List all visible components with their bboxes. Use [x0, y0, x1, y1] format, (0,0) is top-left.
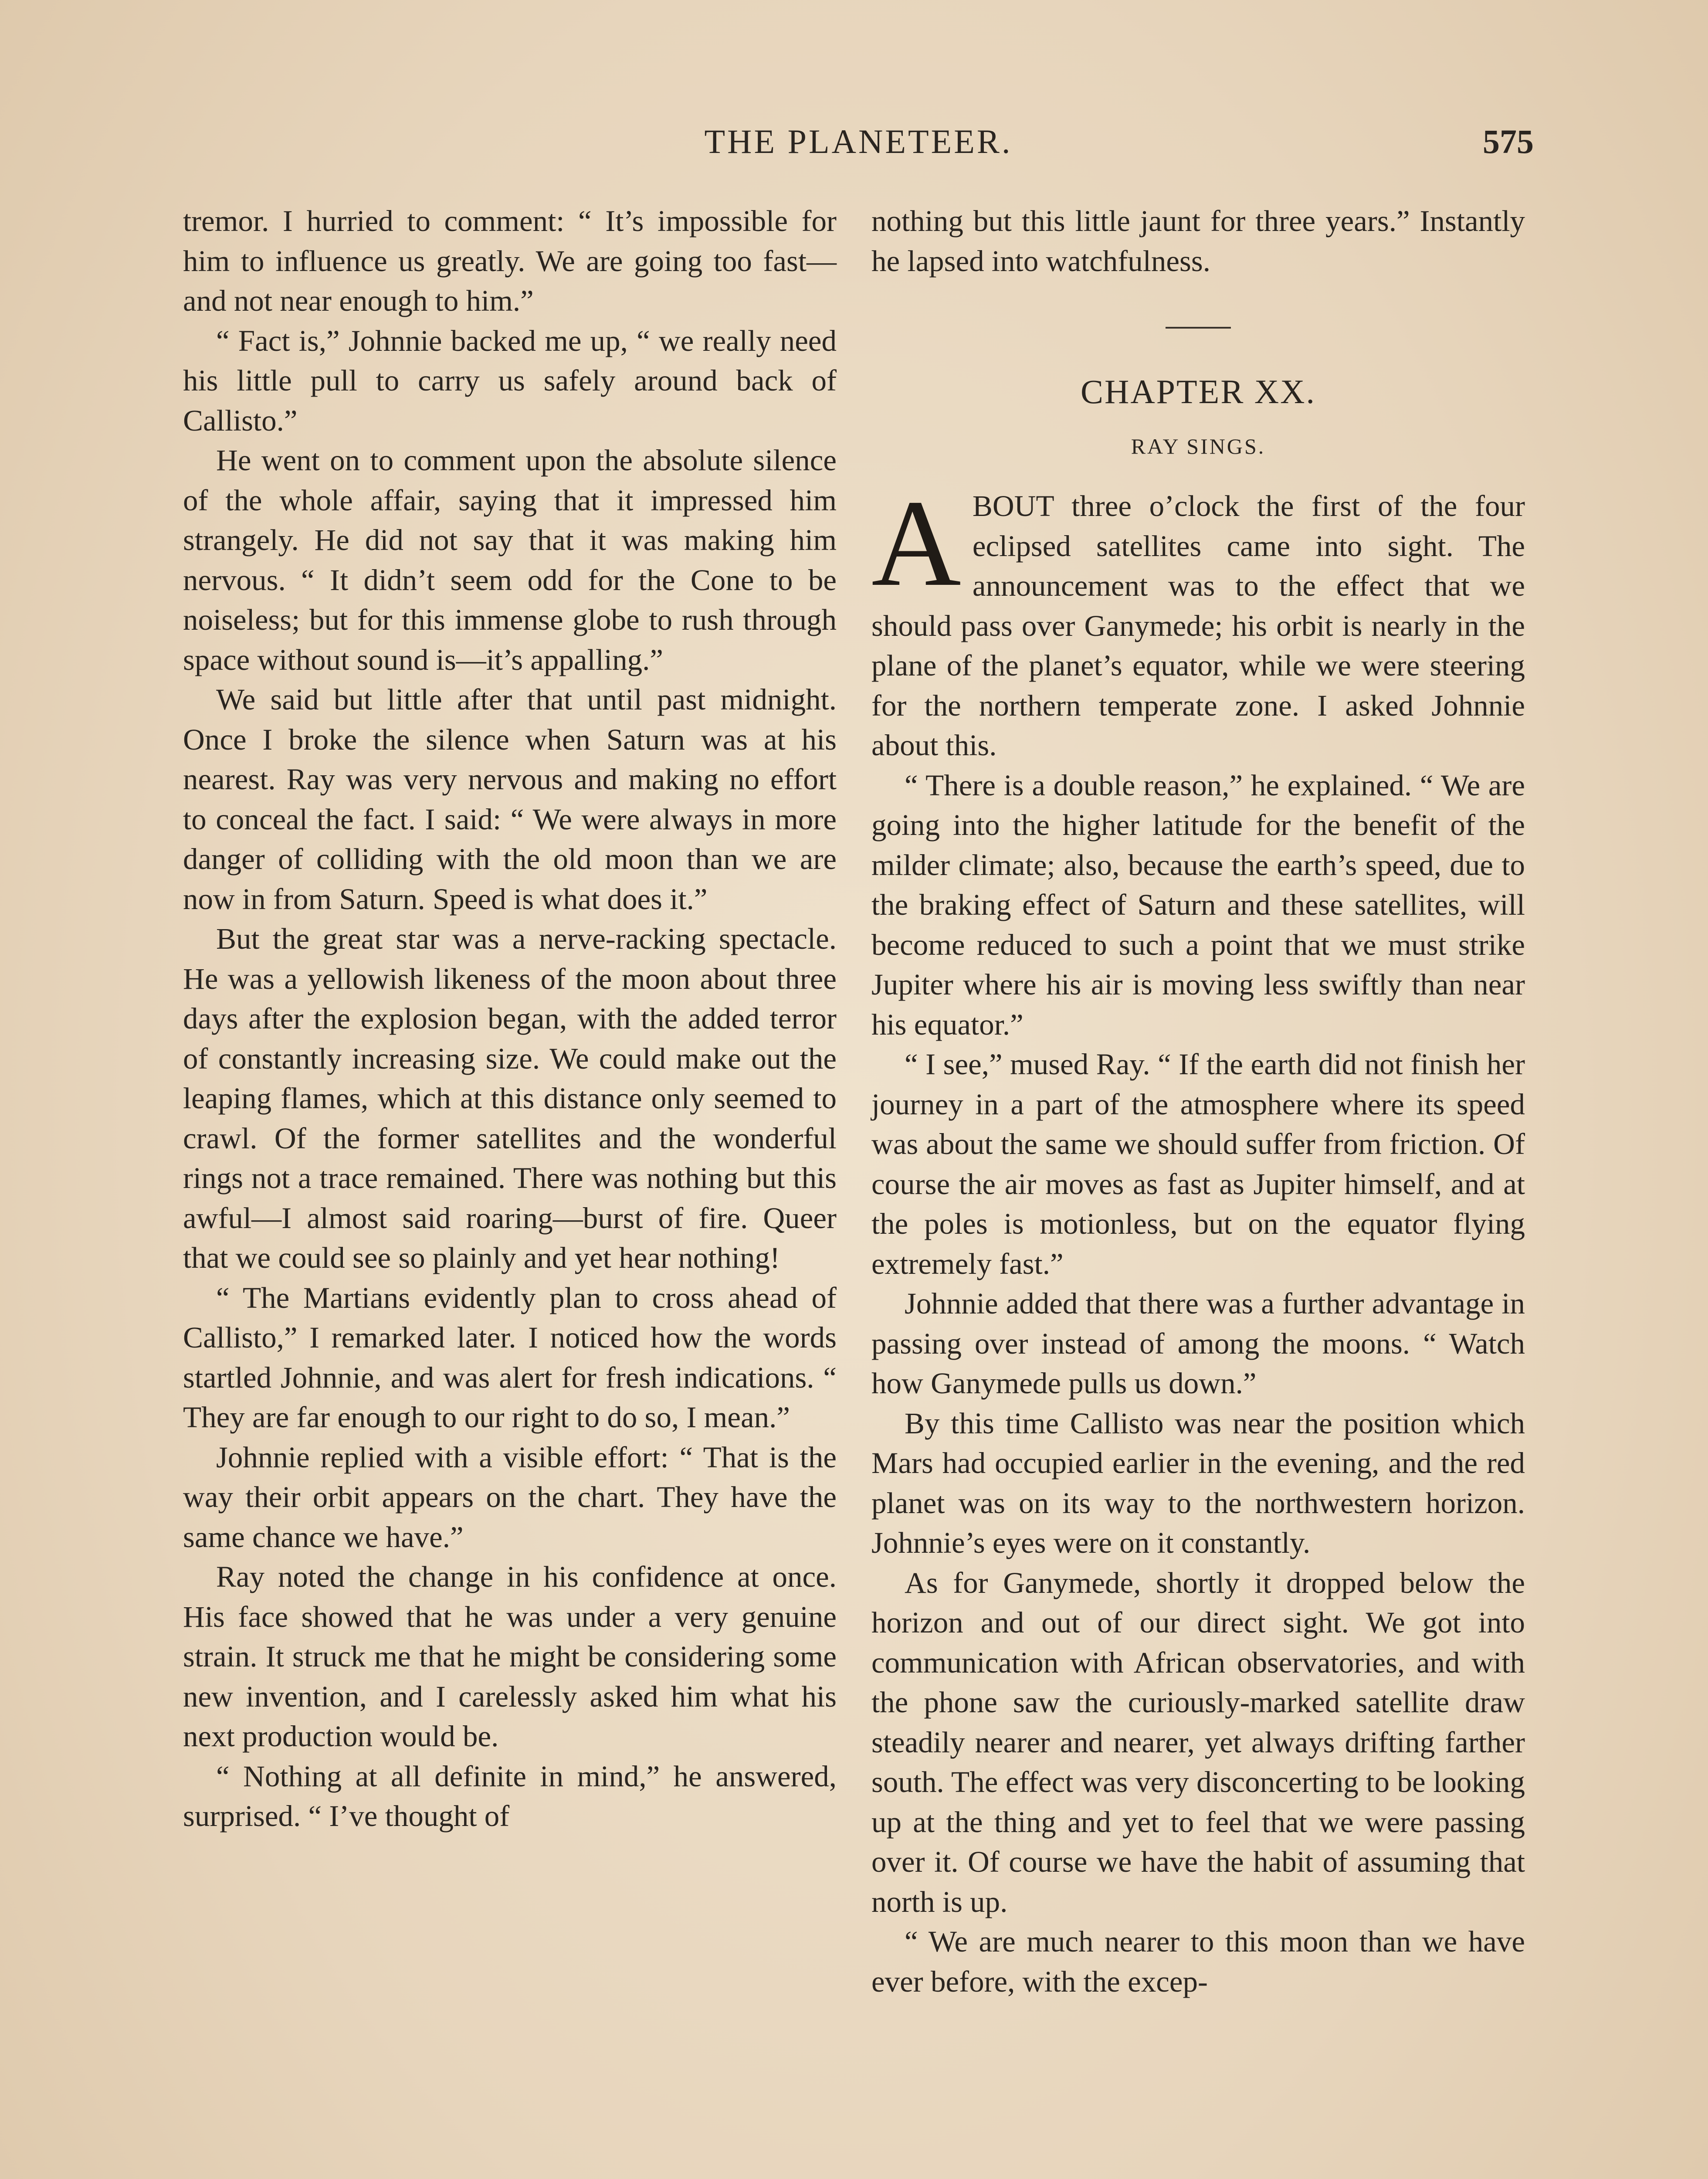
paragraph: “ Fact is,” Johnnie backed me up, “ we really need his little pull to carry us safely around back of Callisto.”	[183, 324, 837, 437]
paragraph: But the great star was a nerve-racking spectacle. He was a yellowish likeness of the moon about three days after the explosion began, with the added terror of constantly increasing size. We could make out the leaping flames, which at this distance only seemed to crawl. Of the former satellites and the wonderful rings not a trace remained. There was nothing but this awful—I almost said roaring—burst of fire. Queer that we could see so plainly and yet hear nothing!	[183, 922, 837, 1274]
paragraph: Ray noted the change in his confidence at once. His face showed that he was under a very genuine strain. It struck me that he might be considering some new invention, and I carelessly asked him what his next production would be.	[183, 1560, 837, 1753]
paragraph: “ Nothing at all definite in mind,” he answered, surprised. “ I’ve thought of	[183, 1759, 837, 1833]
drop-cap: A	[871, 474, 961, 612]
section-divider	[1166, 327, 1231, 329]
paragraph: As for Ganymede, shortly it dropped below the horizon and out of our direct sight. We got into communication with African observatories, and with the phone saw the curiously-marked satellite draw steadily nearer and nearer, yet always drifting farther south. The effect was very disconcerting to be looking up at the thing and yet to feel that we were passing over it. Of course we have the habit of assuming that north is up.	[871, 1566, 1525, 1918]
chapter-opening-paragraph	[871, 474, 1525, 766]
paragraph: Johnnie added that there was a further advantage in passing over instead of among the moons. “ Watch how Ganymede pulls us down.”	[871, 1287, 1525, 1400]
paragraph: “ We are much nearer to this moon than we have ever before, with the excep-	[871, 1925, 1525, 1998]
paragraph: We said but little after that until past midnight. Once I broke the silence when Saturn was at his nearest. Ray was very nervous and making no effort to conceal the fact. I said: “ We were always in more danger of colliding with the old moon than we are now in from Saturn. Speed is what does it.”	[183, 683, 837, 916]
paragraph: “ I see,” mused Ray. “ If the earth did not finish her journey in a part of the atmosphere where its speed was about the same we should suffer from friction. Of course the air moves as fast as Jupiter himself, and at the poles is motionless, but on the equator flying extremely fast.”	[871, 1048, 1525, 1280]
paragraph-text: BOUT three o’clock the first of the four eclipsed satellites came into sight. The announcement was to the effect that we should pass over Ganymede; his orbit is nearly in the plane of the planet’s equator, while we were steering for the northern temperate zone. I asked Johnnie about this.	[871, 489, 1525, 762]
paragraph: “ The Martians evidently plan to cross ahead of Callisto,” I remarked later. I noticed how the words startled Johnnie, and was alert for fresh indications. “ They are far enough to our right to do so, I mean.”	[183, 1281, 837, 1434]
page-header	[183, 122, 1534, 174]
paragraph: He went on to comment upon the absolute silence of the whole affair, saying that it impressed him strangely. He did not say that it was making him nervous. “ It didn’t seem odd for the Cone to be noiseless; but for this immense globe to rush through space without sound is—it’s appalling.”	[183, 444, 837, 676]
paragraph: Johnnie replied with a visible effort: “ That is the way their orbit appears on the chart. They have the same chance we have.”	[183, 1440, 837, 1554]
chapter-subtitle: RAY SINGS.	[1131, 434, 1266, 458]
chapter-title: CHAPTER XX.	[1080, 373, 1316, 411]
running-title: THE PLANETEER.	[704, 122, 1013, 160]
right-column	[871, 201, 1525, 2002]
left-column	[183, 201, 837, 1836]
paragraph: tremor. I hurried to comment: “ It’s impossible for him to influence us greatly. We are going too fast—and not near enough to him.”	[183, 204, 837, 317]
page-number: 575	[1483, 122, 1534, 160]
paragraph: nothing but this little jaunt for three years.” Instantly he lapsed into watchfulness.	[871, 204, 1525, 278]
paragraph: “ There is a double reason,” he explained. “ We are going into the higher latitude for the benefit of the milder climate; also, because the earth’s speed, due to the braking effect of Saturn and these satellites, will become reduced to such a point that we must strike Jupiter where his air is moving less swiftly than near his equator.”	[871, 768, 1525, 1041]
paragraph: By this time Callisto was near the position which Mars had occupied earlier in the evening, and the red planet was on its way to the northwestern horizon. Johnnie’s eyes were on it constantly.	[871, 1406, 1525, 1559]
